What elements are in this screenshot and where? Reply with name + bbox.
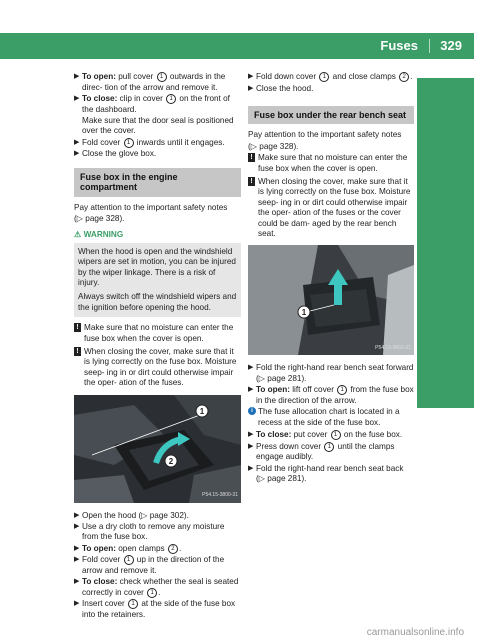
list-item: ▶ Close the glove box. (74, 149, 157, 159)
svg-text:2: 2 (168, 456, 174, 466)
arrow-icon: ▶ (74, 511, 80, 519)
page-number: 329 (440, 38, 462, 53)
page-reference: (▷ page 328). (248, 141, 299, 151)
intro-text: Pay attention to the important safety notes (74, 202, 228, 212)
section-title: Fuses (380, 38, 418, 53)
warning-icon: ⚠ (74, 230, 82, 240)
callout-number: 2 (399, 72, 409, 82)
list-item: ▶ Fold down cover 1 and close clamps 2 . (248, 72, 413, 82)
arrow-icon: ▶ (74, 544, 80, 552)
warning-text-2: Always switch off the windshield wipers and the ignition before opening the hood. (78, 292, 237, 312)
list-item: ▶ Fold cover 1 inwards until it engages. (74, 137, 225, 147)
arrow-icon: ▶ (248, 364, 254, 372)
page-header (0, 33, 474, 59)
rear-seat-illustration (248, 245, 414, 355)
list-item: ▶ Press down cover 1 until the clamps engage audibly. (248, 441, 395, 462)
arrow-icon: ▶ (74, 556, 80, 564)
callout-number: 1 (324, 442, 334, 452)
warning-heading: ⚠ WARNING (74, 230, 124, 240)
list-item: ▶ To close: clip in cover 1 on the front of the dashboard. (74, 94, 230, 114)
section-heading: Fuse box in the engine compartment (74, 168, 241, 197)
arrow-icon: ▶ (74, 150, 80, 158)
list-item: ▶ Use a dry cloth to remove any moisture from the fuse box. (74, 522, 225, 542)
info-icon: i (248, 407, 256, 415)
exclamation-icon: ! (248, 153, 255, 162)
section-heading: Fuse box under the rear bench seat (248, 106, 414, 124)
page-reference: (▷ page 328). (74, 213, 125, 223)
arrow-icon: ▶ (248, 84, 254, 92)
list-item: ▶ Fold cover 1 up in the direction of the arrow and remove it. (74, 555, 225, 576)
callout-number: 1 (124, 138, 134, 148)
arrow-icon: ▶ (74, 73, 80, 80)
exclamation-icon: ! (74, 323, 81, 332)
engine-fuse-box-photo (74, 395, 241, 503)
svg-text:1: 1 (301, 308, 307, 318)
arrow-icon: ▶ (74, 600, 80, 608)
callout-number: 1 (157, 72, 167, 82)
watermark: carmanualsonline.info (366, 627, 464, 638)
callout-number: 1 (124, 555, 134, 565)
photo-caption: P54.15-3669-31 (375, 345, 411, 352)
intro-text: Pay attention to the important safety notes (248, 130, 402, 140)
list-item: ▶ To close: put cover 1 on the fuse box. (248, 430, 403, 440)
exclamation-icon: ! (248, 177, 255, 186)
notice: ! When closing the cover, make sure that it is lying correctly on the fuse box. Moisture seep- ing in or dirt could otherwise impair the oper- ation of the fuses. (74, 347, 241, 389)
notice: ! Make sure that no moisture can enter the fuse box when the cover is open. (74, 323, 241, 344)
list-item: ▶ To close: check whether the seal is seated correctly in cover 1 . (74, 577, 239, 598)
list-item: Make sure that the door seal is positioned over the cover. (82, 115, 234, 136)
list-item: ▶ Close the hood. (248, 83, 314, 93)
callout-number: 1 (319, 72, 329, 82)
arrow-icon: ▶ (74, 94, 80, 102)
engine-bay-illustration (74, 395, 241, 503)
callout-number: 1 (166, 94, 176, 104)
list-item: ▶ Open the hood (▷ page 302). (74, 510, 189, 520)
arrow-icon: ▶ (248, 431, 254, 439)
arrow-icon: ▶ (248, 386, 254, 394)
side-tab (417, 78, 504, 408)
warning-text: When the hood is open and the windshield wipers are set in motion, you can be injured by the wiper linkage. There is a risk of injury. (78, 246, 236, 288)
info-note: i The fuse allocation chart is located in a recess at the side of the fuse box. (248, 407, 414, 428)
callout-number: 2 (168, 544, 178, 554)
arrow-icon: ▶ (248, 73, 254, 80)
left-column (74, 72, 241, 621)
callout-number: 1 (337, 385, 347, 395)
warning-box (74, 243, 241, 317)
right-column (248, 72, 414, 485)
notice: ! When closing the cover, make sure that it is lying correctly on the fuse box. Moisture seep- ing in or dirt could otherwise impair the oper- ation of the fuses or the cover could be dam- aged by the rear bench seat. (248, 177, 414, 239)
header-divider (429, 39, 430, 53)
list-item: ▶ Insert cover 1 at the side of the fuse box into the retainers. (74, 599, 236, 620)
callout-number: 1 (128, 599, 138, 609)
exclamation-icon: ! (74, 347, 81, 356)
rear-seat-fuse-box-photo (248, 245, 414, 355)
arrow-icon: ▶ (74, 138, 80, 146)
list-item: ▶ To open: pull cover 1 outwards in the direc- tion of the arrow and remove it. (74, 72, 226, 92)
side-tab-label: Breakdown assitance (488, 171, 504, 315)
list-item: ▶ Fold the right-hand rear bench seat forward (▷ page 281). (248, 363, 414, 383)
list-item: ▶ Fold the right-hand rear bench seat back (▷ page 281). (248, 463, 404, 484)
arrow-icon: ▶ (74, 578, 80, 586)
svg-text:1: 1 (199, 406, 205, 416)
photo-caption: P54.15-3800-31 (202, 492, 238, 499)
arrow-icon: ▶ (74, 523, 80, 531)
arrow-icon: ▶ (248, 442, 254, 450)
notice: ! Make sure that no moisture can enter the fuse box when the cover is open. (248, 153, 414, 174)
list-item: ▶ To open: open clamps 2 . (74, 544, 182, 554)
list-item: ▶ To open: lift off cover 1 from the fuse box in the direction of the arrow. (248, 385, 414, 405)
callout-number: 1 (331, 430, 341, 440)
callout-number: 1 (147, 588, 157, 598)
arrow-icon: ▶ (248, 464, 254, 472)
